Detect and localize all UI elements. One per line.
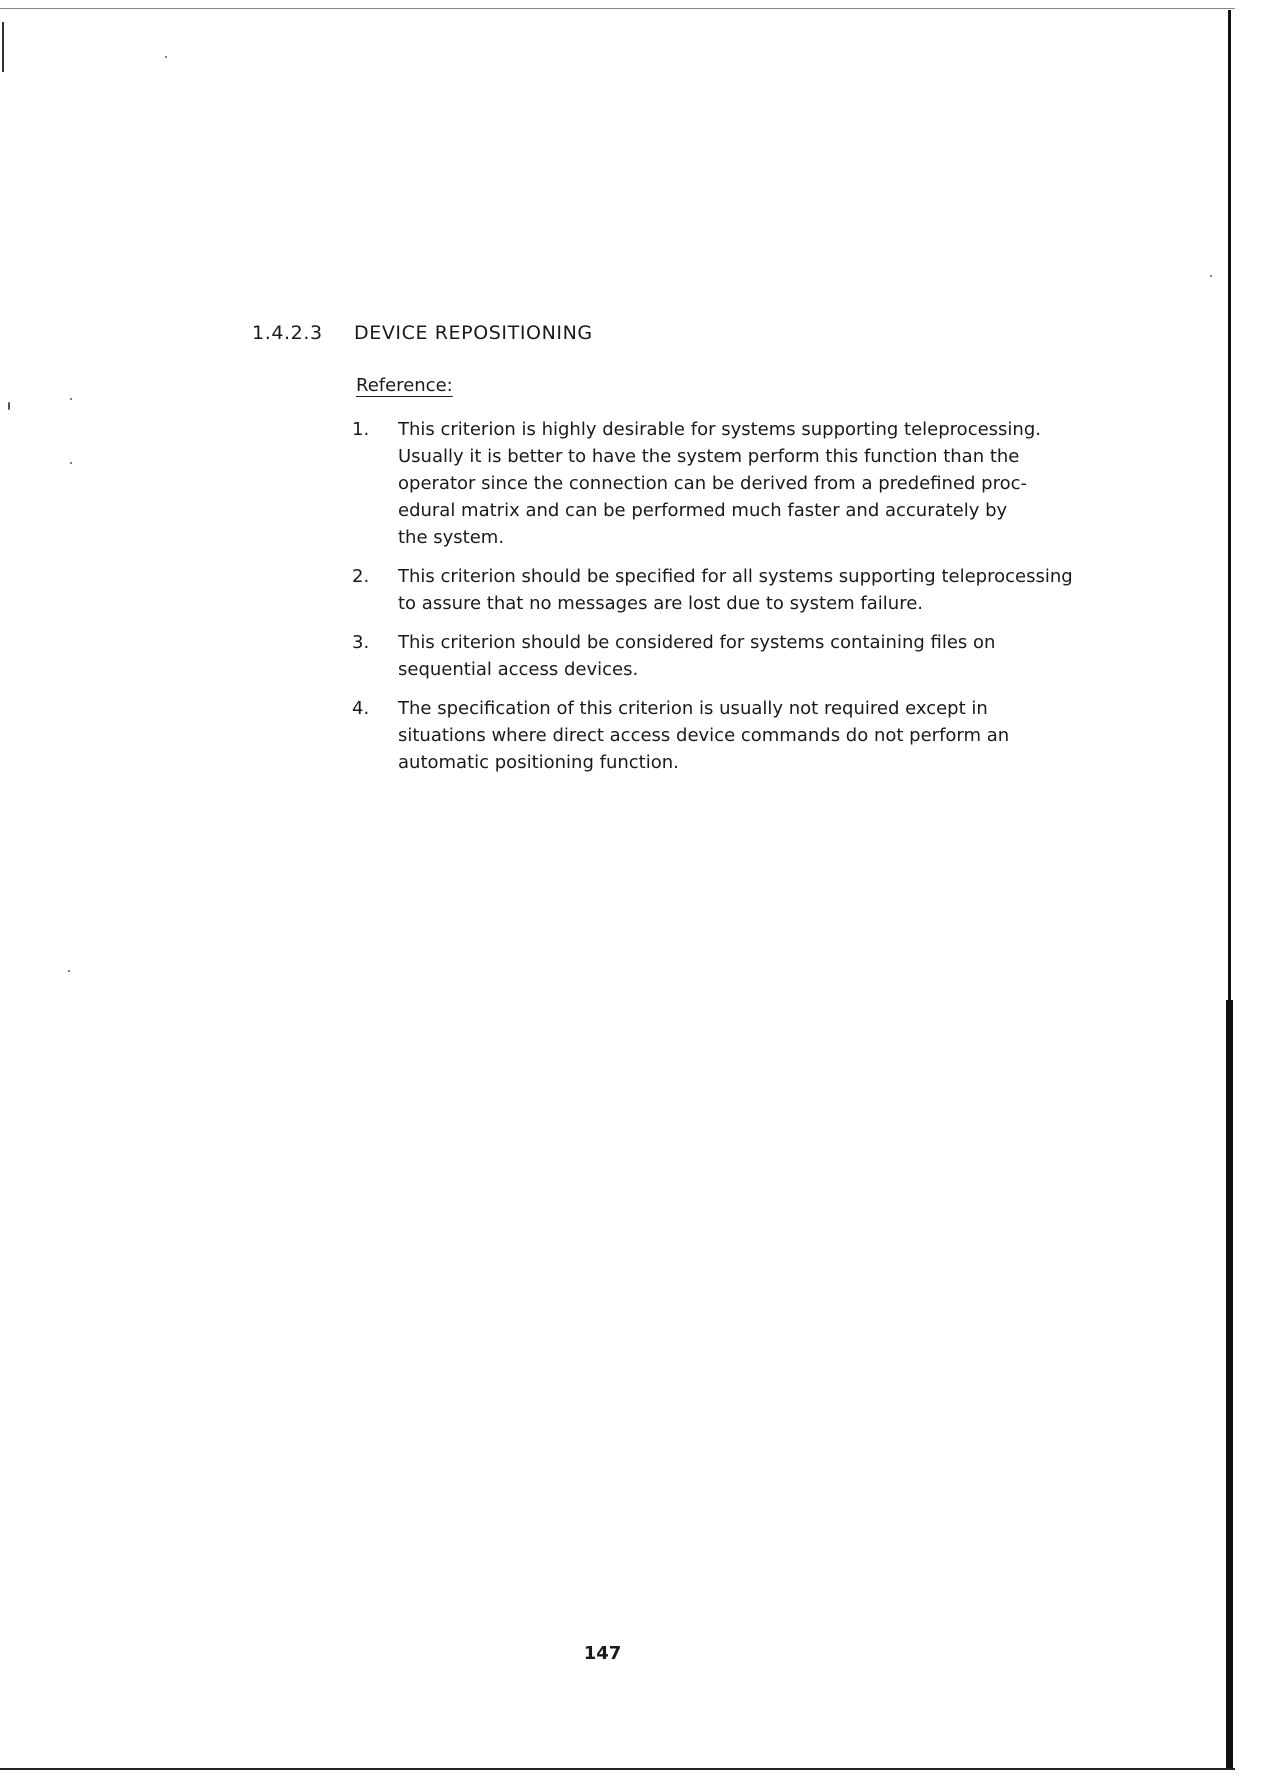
item-index: 1. — [352, 419, 370, 440]
item-line: automatic positioning function. — [398, 752, 679, 773]
item-index: 4. — [352, 698, 370, 719]
item-line: situations where direct access device commands do not perform an — [398, 725, 1010, 746]
page-number: 147 — [583, 1643, 622, 1664]
item-line: The specification of this criterion is usually not required except in — [398, 698, 988, 719]
section-title: DEVICE REPOSITIONING — [354, 322, 593, 344]
list-item — [352, 416, 1132, 551]
item-line: This criterion should be considered for systems containing files on — [398, 632, 996, 653]
reference-label: Reference: — [356, 375, 453, 396]
list-item — [352, 629, 1132, 683]
scan-left-mark — [2, 22, 4, 72]
item-line: operator since the connection can be derived from a predefined proc- — [398, 473, 1027, 494]
scan-speck — [8, 402, 10, 410]
scan-speck — [70, 462, 72, 464]
scan-top-border — [0, 8, 1235, 9]
list-item — [352, 563, 1132, 617]
scan-speck — [70, 398, 72, 400]
item-line: to assure that no messages are lost due to system failure. — [398, 593, 923, 614]
item-index: 2. — [352, 566, 370, 587]
item-line: This criterion should be specified for all systems supporting teleprocessing — [398, 566, 1073, 587]
item-line: the system. — [398, 527, 505, 548]
scan-bottom-border — [0, 1768, 1235, 1770]
section-number: 1.4.2.3 — [252, 322, 323, 344]
item-line: edural matrix and can be performed much faster and accurately by — [398, 500, 1008, 521]
list-item — [352, 695, 1132, 776]
scan-speck — [68, 970, 70, 972]
scan-speck — [165, 56, 167, 58]
item-line: sequential access devices. — [398, 659, 639, 680]
section-heading — [252, 322, 593, 344]
reference-list — [352, 416, 1132, 788]
item-index: 3. — [352, 632, 370, 653]
item-line: This criterion is highly desirable for systems supporting teleprocessing. — [398, 419, 1041, 440]
scan-speck — [1210, 275, 1212, 277]
item-line: Usually it is better to have the system perform this function than the — [398, 446, 1020, 467]
